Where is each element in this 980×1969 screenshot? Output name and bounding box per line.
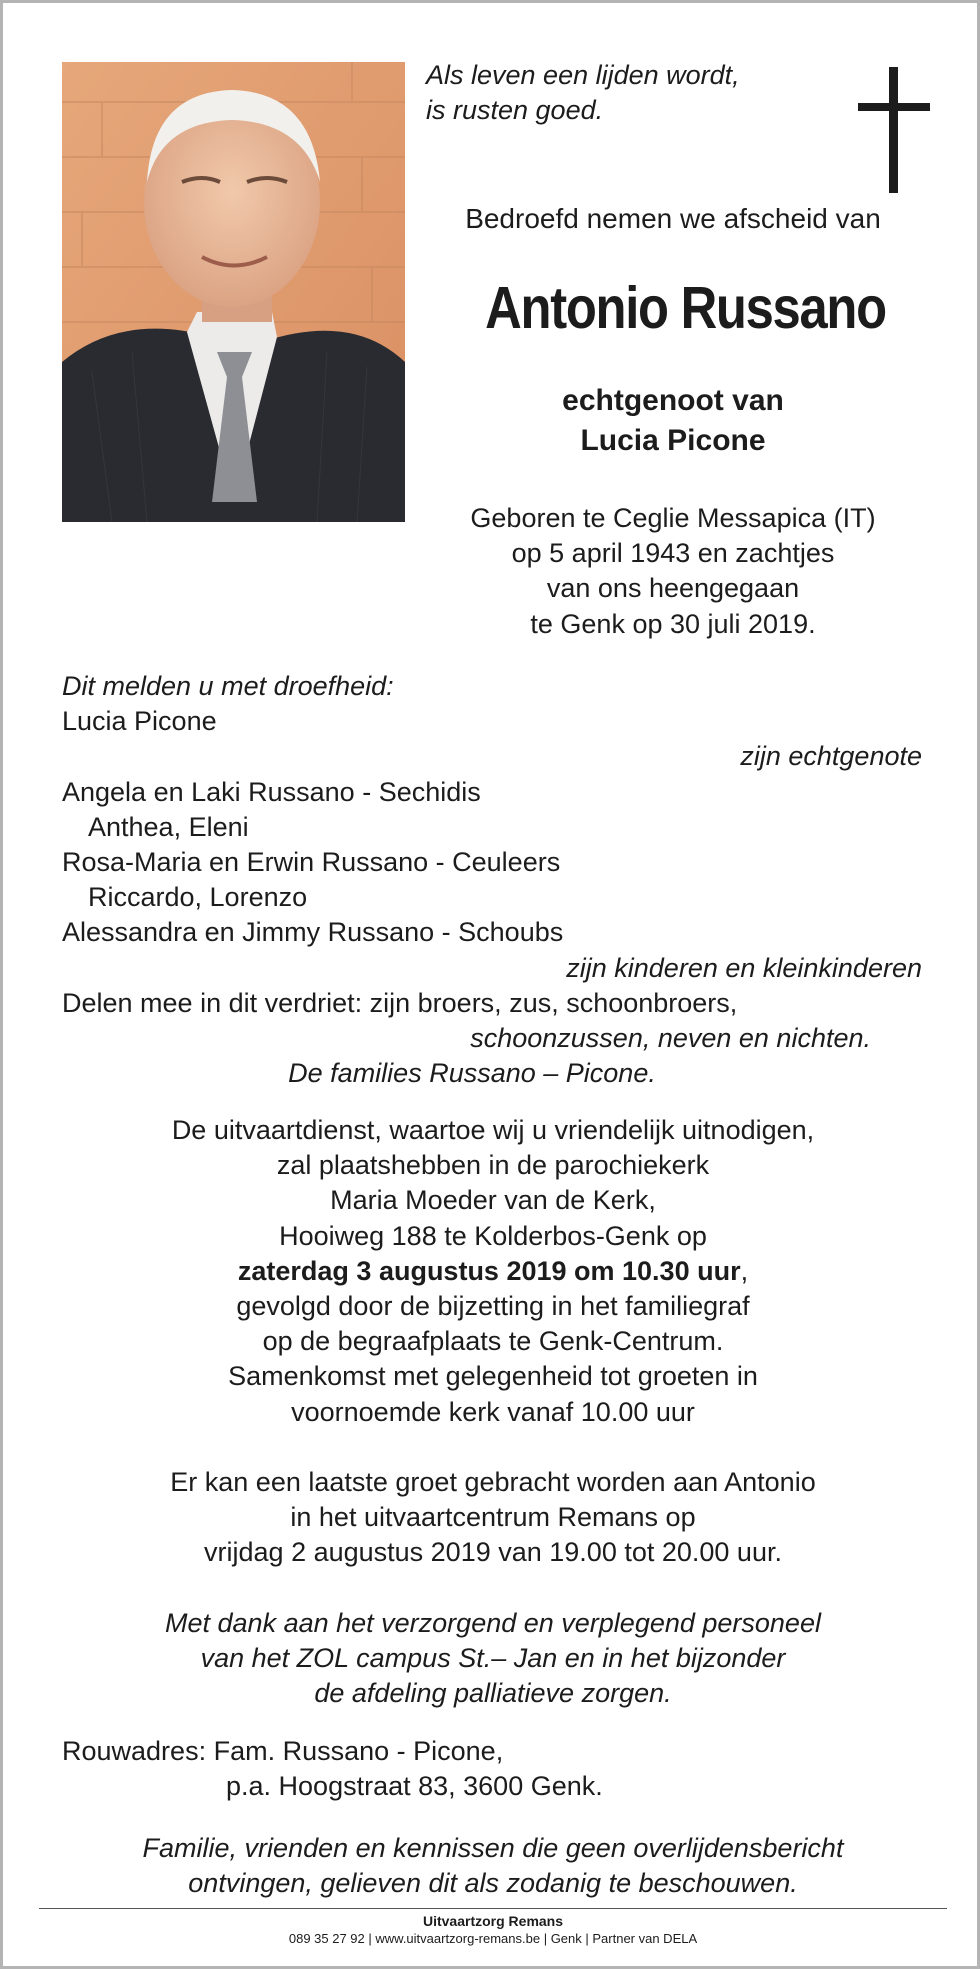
service-line: zal plaatshebben in de parochiekerk xyxy=(276,1150,710,1181)
quote-line: is rusten goed. xyxy=(426,95,604,126)
latin-cross-icon xyxy=(858,67,930,198)
others-line: Delen mee in dit verdriet: zijn broers, zus, schoonbroers, xyxy=(62,987,738,1018)
service-date-suffix: , xyxy=(740,1255,749,1286)
others-line: schoonzussen, neven en nichten. xyxy=(470,1023,871,1054)
service-line: Samenkomst met gelegenheid tot groeten in xyxy=(228,1361,758,1392)
footer xyxy=(43,1912,943,1947)
quote-line: Als leven een lijden wordt, xyxy=(426,60,740,90)
born-line: op 5 april 1943 en zachtjes xyxy=(511,538,835,569)
address-line: p.a. Hoogstraat 83, 3600 Genk. xyxy=(226,1771,603,1802)
farewell-line: in het uitvaartcentrum Remans op xyxy=(290,1502,696,1533)
address-line: Rouwadres: Fam. Russano - Picone, xyxy=(62,1736,504,1766)
footer-divider xyxy=(39,1908,947,1909)
funeral-company-contact: 089 35 27 92 | www.uitvaartzorg-remans.be | Genk | Partner van DELA xyxy=(288,1931,698,1946)
thanks-line: Met dank aan het verzorgend en verplegend personeel xyxy=(165,1608,821,1638)
grandchildren-line: Riccardo, Lorenzo xyxy=(88,882,308,913)
spouse-role: zijn echtgenote xyxy=(740,741,922,772)
funeral-service-info xyxy=(43,1113,943,1430)
thanks-line: van het ZOL campus St.– Jan en in het bijzonder xyxy=(200,1643,786,1674)
grandchildren-line: Anthea, Eleni xyxy=(88,811,249,842)
families-line: De families Russano – Picone. xyxy=(288,1058,656,1089)
service-date: zaterdag 3 augustus 2019 om 10.30 uur xyxy=(237,1255,741,1286)
spouse-name: Lucia Picone xyxy=(580,424,766,457)
family-line: Angela en Laki Russano - Sechidis xyxy=(62,776,481,807)
service-line: op de begraafplaats te Genk-Centrum. xyxy=(262,1326,724,1357)
spouse-survivor: Lucia Picone xyxy=(62,706,217,737)
deceased-name: Antonio Russano xyxy=(485,275,886,341)
service-date-line xyxy=(43,1254,943,1289)
intro-text: Bedroefd nemen we afscheid van xyxy=(465,203,881,234)
portrait-image xyxy=(62,62,405,522)
family-line: Alessandra en Jimmy Russano - Schoubs xyxy=(62,917,564,948)
announce-heading: Dit melden u met droefheid: xyxy=(62,671,394,701)
mourning-address xyxy=(62,1734,922,1804)
closing-line: Familie, vrienden en kennissen die geen overlijdensbericht xyxy=(142,1833,844,1863)
service-line: Hooiweg 188 te Kolderbos-Genk op xyxy=(279,1220,707,1251)
funeral-company-name: Uitvaartzorg Remans xyxy=(422,1913,564,1929)
epitaph-quote xyxy=(426,58,826,128)
thanks-line: de afdeling palliatieve zorgen. xyxy=(314,1678,672,1709)
born-line: van ons heengegaan xyxy=(546,573,800,604)
spouse-block xyxy=(433,381,913,461)
closing-note xyxy=(43,1831,943,1901)
farewell-line: vrijdag 2 augustus 2019 van 19.00 tot 20.00 uur. xyxy=(204,1537,782,1568)
thanks-note xyxy=(43,1606,943,1712)
portrait-photo xyxy=(62,62,405,522)
family-announcement xyxy=(62,669,922,1091)
born-line: Geboren te Ceglie Messapica (IT) xyxy=(470,503,876,533)
service-line: gevolgd door de bijzetting in het familiegraf xyxy=(236,1291,750,1322)
born-line: te Genk op 30 juli 2019. xyxy=(530,608,816,639)
birth-death-info xyxy=(433,501,913,642)
family-line: Rosa-Maria en Erwin Russano - Ceuleers xyxy=(62,847,561,878)
farewell-info xyxy=(43,1465,943,1571)
spouse-label: echtgenoot van xyxy=(562,384,784,417)
service-line: De uitvaartdienst, waartoe wij u vriendelijk uitnodigen, xyxy=(171,1115,815,1145)
children-role: zijn kinderen en kleinkinderen xyxy=(566,952,922,983)
farewell-line: Er kan een laatste groet gebracht worden aan Antonio xyxy=(170,1467,816,1497)
service-line: Maria Moeder van de Kerk, xyxy=(330,1185,656,1216)
closing-line: ontvingen, gelieven dit als zodanig te beschouwen. xyxy=(188,1868,798,1899)
service-line: voornoemde kerk vanaf 10.00 uur xyxy=(291,1396,695,1427)
